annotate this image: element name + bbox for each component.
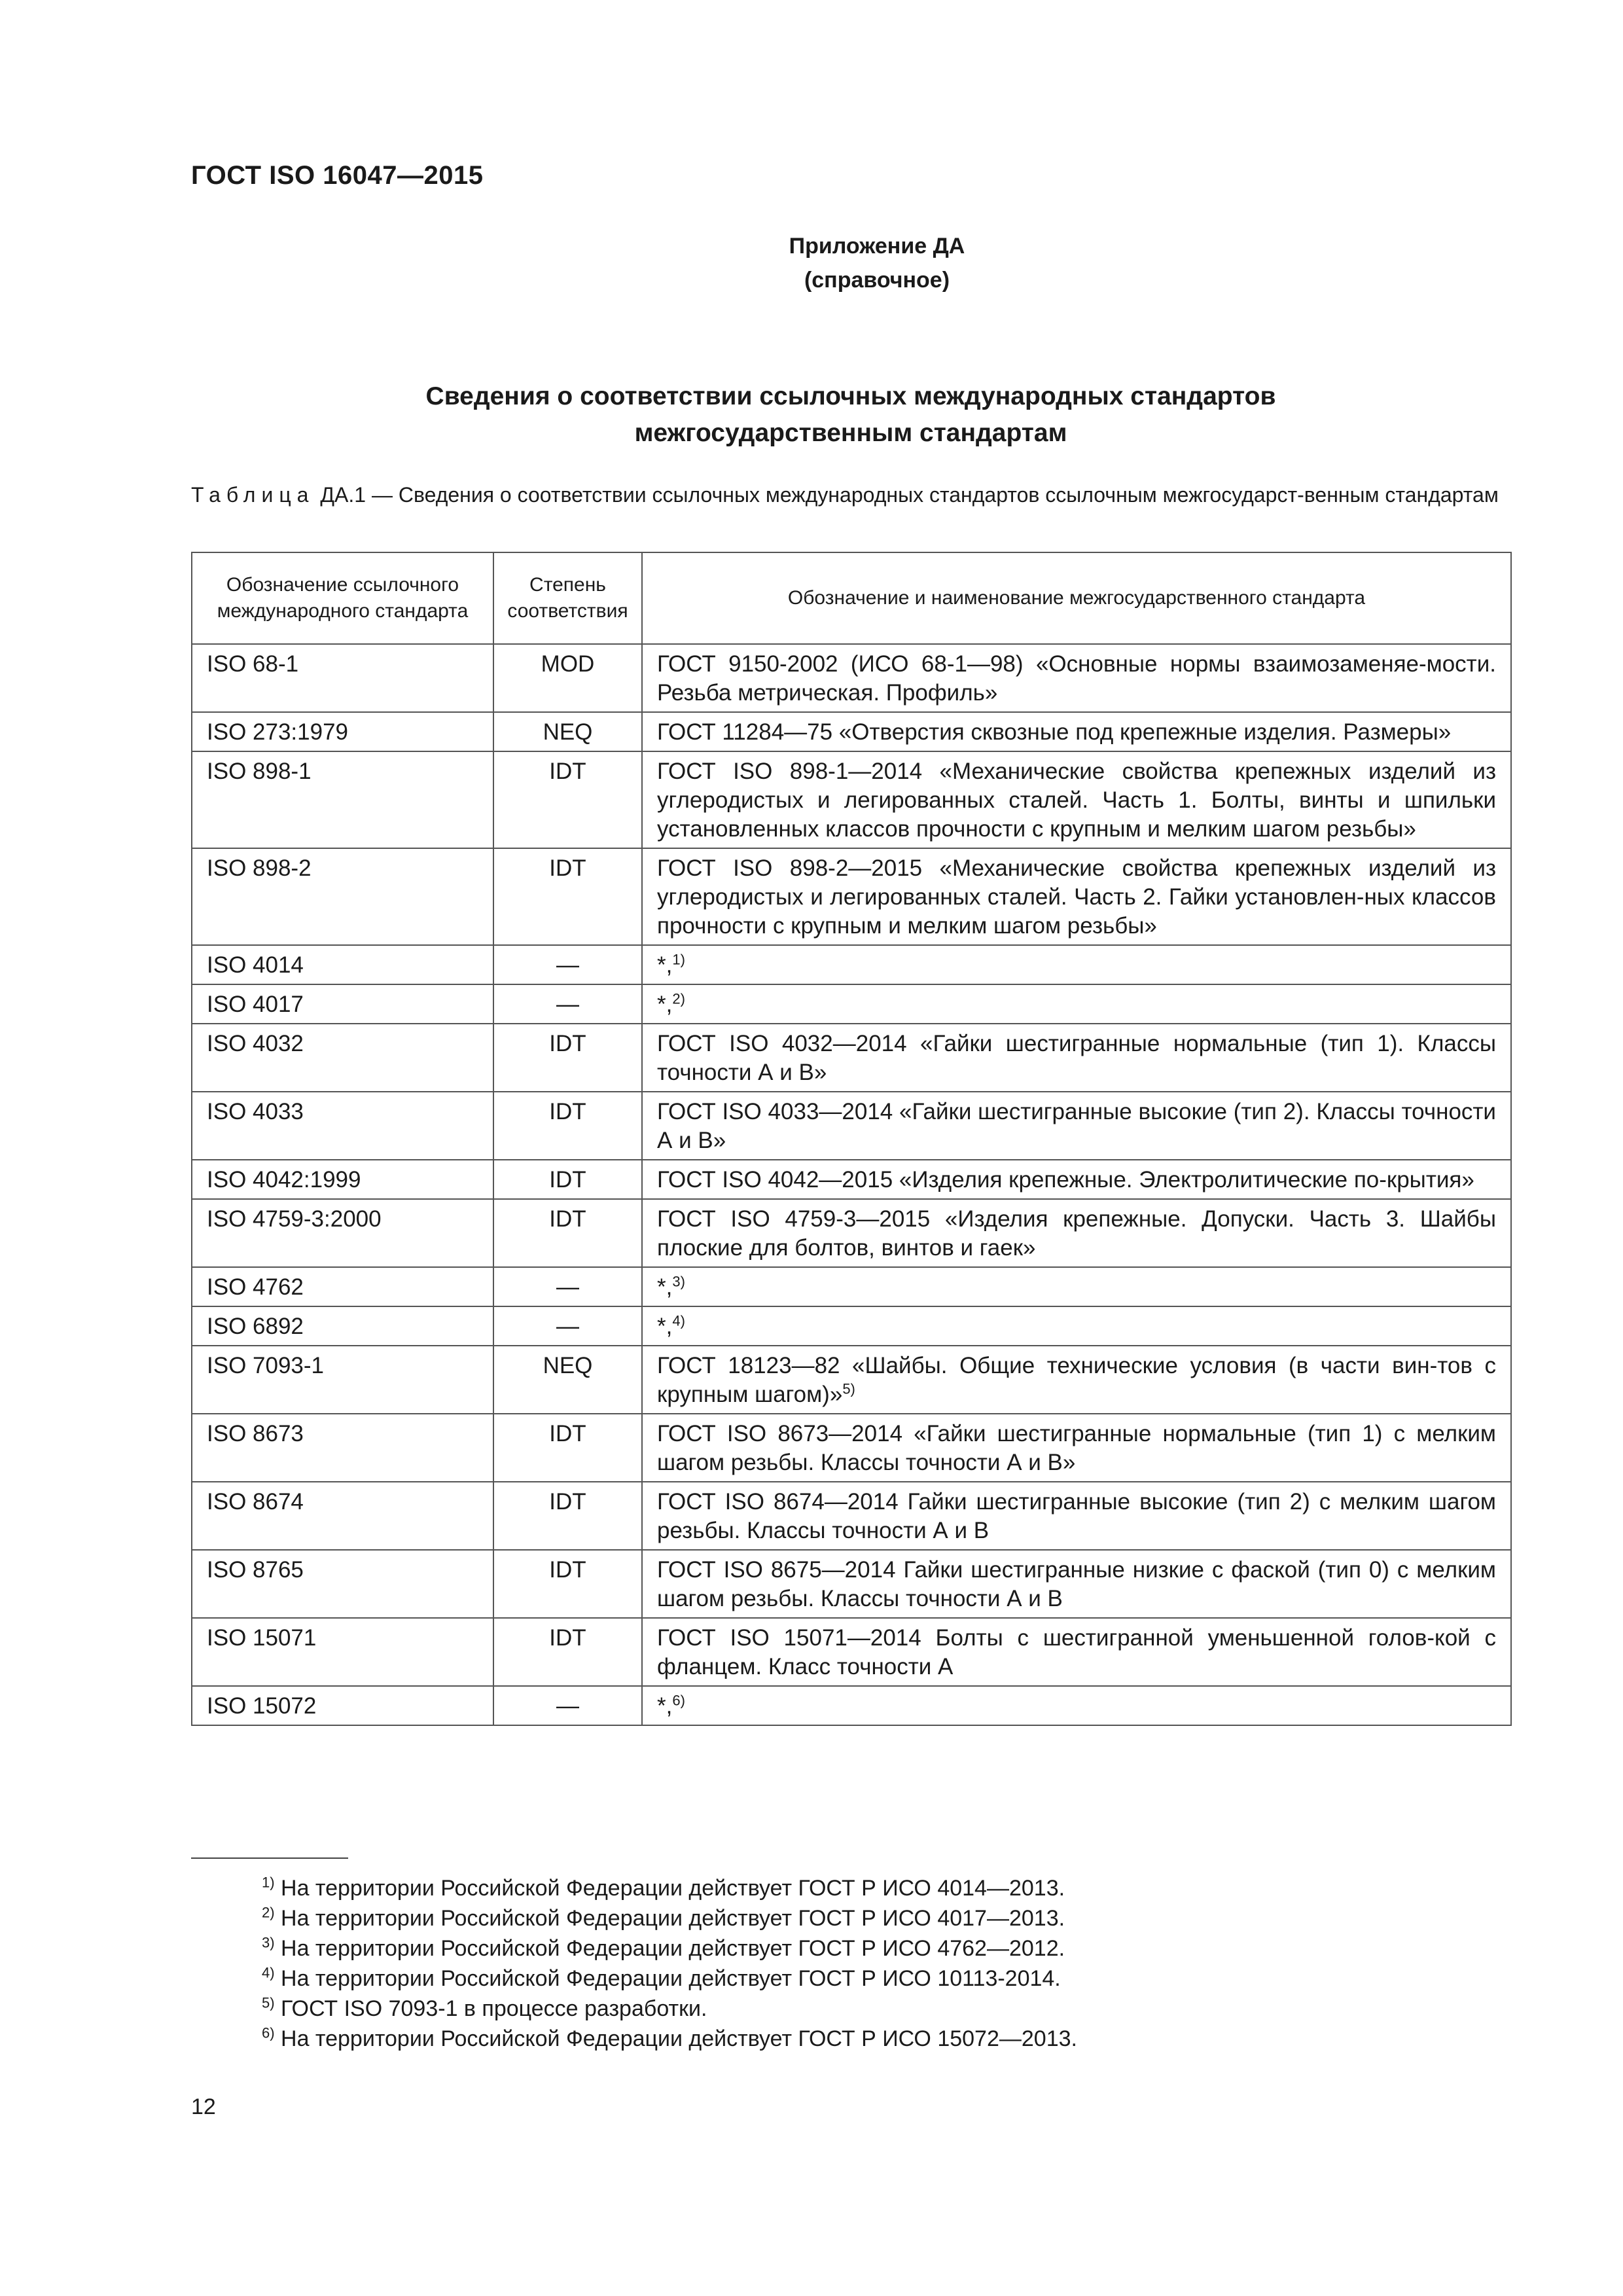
table-row (192, 1092, 1511, 1160)
cell-degree: IDT (493, 1024, 642, 1092)
table-row (192, 712, 1511, 751)
footnote-reference: 4) (672, 1312, 685, 1329)
cell-international-standard: ISO 7093-1 (192, 1346, 493, 1414)
table-row (192, 1160, 1511, 1199)
cell-international-standard: ISO 4042:1999 (192, 1160, 493, 1199)
standard-name-text: ГОСТ ISO 898-1—2014 «Механические свойства крепежных изделий из углеродистых и легированных сталей. Часть 1. Болты, винты и шпильки установленных классов прочности с крупным и мелким шагом резьбы» (657, 759, 1496, 842)
cell-interstate-standard (642, 712, 1511, 751)
standard-name-text: *, (657, 1693, 673, 1719)
cell-international-standard: ISO 4759-3:2000 (192, 1199, 493, 1267)
cell-degree: — (493, 1306, 642, 1346)
cell-international-standard: ISO 15071 (192, 1618, 493, 1686)
appendix-title: Приложение ДА (789, 234, 965, 259)
table-row (192, 1482, 1511, 1550)
header-international-standard: Обозначение ссылочного международного стандарта (192, 552, 493, 644)
cell-international-standard: ISO 4017 (192, 984, 493, 1024)
table-row (192, 644, 1511, 712)
cell-degree: IDT (493, 848, 642, 945)
cell-interstate-standard (642, 984, 1511, 1024)
cell-interstate-standard (642, 751, 1511, 848)
table-row (192, 1346, 1511, 1414)
appendix-heading (0, 229, 1623, 297)
footnote-mark: 6) (262, 2024, 275, 2041)
cell-interstate-standard (642, 1346, 1511, 1414)
cell-international-standard: ISO 15072 (192, 1686, 493, 1725)
footnote-text: На территории Российской Федерации действует ГОСТ Р ИСО 4014—2013. (274, 1876, 1065, 1901)
table-row (192, 848, 1511, 945)
cell-international-standard: ISO 4033 (192, 1092, 493, 1160)
cell-interstate-standard (642, 1482, 1511, 1550)
cell-degree: IDT (493, 1199, 642, 1267)
cell-international-standard: ISO 8765 (192, 1550, 493, 1618)
footnotes (262, 1873, 1505, 2054)
table-header-row (192, 552, 1511, 644)
cell-international-standard: ISO 4014 (192, 945, 493, 984)
standard-name-text: ГОСТ ISO 898-2—2015 «Механические свойства крепежных изделий из углеродистых и легированных сталей. Часть 2. Гайки установлен-ных классов прочности с крупным и мелким шагом резьбы» (657, 855, 1496, 939)
standard-name-text: ГОСТ ISO 4042—2015 «Изделия крепежные. Электролитические по-крытия» (657, 1167, 1474, 1193)
table-caption (191, 481, 1510, 509)
standard-name-text: *, (657, 1274, 673, 1300)
standard-name-text: ГОСТ 18123—82 «Шайбы. Общие технические условия (в части вин-тов с крупным шагом)» (657, 1353, 1496, 1407)
cell-degree: IDT (493, 1092, 642, 1160)
footnote-mark: 3) (262, 1934, 275, 1951)
standard-name-text: ГОСТ ISO 8673—2014 «Гайки шестигранные нормальные (тип 1) с мелким шагом резьбы. Классы точности А и В» (657, 1421, 1496, 1475)
footnote-item (262, 1994, 1505, 2024)
footnote-reference: 3) (672, 1273, 685, 1290)
footnote-text: ГОСТ ISO 7093-1 в процессе разработки. (274, 1996, 707, 2021)
cell-international-standard: ISO 898-1 (192, 751, 493, 848)
cell-degree: IDT (493, 1482, 642, 1550)
footnote-text: На территории Российской Федерации действует ГОСТ Р ИСО 15072—2013. (274, 2026, 1077, 2051)
cell-degree: IDT (493, 751, 642, 848)
section-title (191, 378, 1510, 452)
footnote-text: На территории Российской Федерации действует ГОСТ Р ИСО 4017—2013. (274, 1906, 1065, 1931)
section-title-line-1: Сведения о соответствии ссылочных международных стандартов (425, 382, 1276, 410)
cell-degree: NEQ (493, 712, 642, 751)
table-row (192, 984, 1511, 1024)
cell-interstate-standard (642, 1686, 1511, 1725)
header-interstate-standard: Обозначение и наименование межгосударственного стандарта (642, 552, 1511, 644)
cell-interstate-standard (642, 1267, 1511, 1306)
standard-name-text: ГОСТ ISO 4032—2014 «Гайки шестигранные нормальные (тип 1). Классы точности А и В» (657, 1031, 1496, 1085)
cell-interstate-standard (642, 1024, 1511, 1092)
cell-international-standard: ISO 8674 (192, 1482, 493, 1550)
cell-degree: — (493, 1686, 642, 1725)
cell-interstate-standard (642, 1550, 1511, 1618)
document-code-header: ГОСТ ISO 16047—2015 (191, 161, 484, 190)
cell-interstate-standard (642, 1306, 1511, 1346)
cell-degree: IDT (493, 1550, 642, 1618)
cell-interstate-standard (642, 1092, 1511, 1160)
cell-interstate-standard (642, 644, 1511, 712)
cell-degree: MOD (493, 644, 642, 712)
footnote-reference: 6) (672, 1692, 685, 1709)
cell-degree: NEQ (493, 1346, 642, 1414)
cell-international-standard: ISO 898-2 (192, 848, 493, 945)
standard-name-text: *, (657, 1314, 673, 1339)
header-degree-of-correspondence: Степень соответствия (493, 552, 642, 644)
cell-interstate-standard (642, 1160, 1511, 1199)
standard-name-text: ГОСТ 9150-2002 (ИСО 68-1—98) «Основные нормы взаимозаменяе-мости. Резьба метрическая. Профиль» (657, 651, 1496, 706)
footnote-item (262, 2024, 1505, 2054)
table-row (192, 751, 1511, 848)
table-row (192, 1024, 1511, 1092)
cell-degree: IDT (493, 1618, 642, 1686)
cell-interstate-standard (642, 1414, 1511, 1482)
standard-name-text: ГОСТ ISO 8674—2014 Гайки шестигранные высокие (тип 2) с мелким шагом резьбы. Классы точности А и В (657, 1489, 1496, 1543)
appendix-subtitle: (справочное) (804, 268, 950, 293)
table-row (192, 1550, 1511, 1618)
footnote-reference: 5) (842, 1380, 855, 1397)
cell-degree: — (493, 1267, 642, 1306)
table-row (192, 1306, 1511, 1346)
footnote-text: На территории Российской Федерации действует ГОСТ Р ИСО 4762—2012. (274, 1936, 1065, 1961)
cell-international-standard: ISO 273:1979 (192, 712, 493, 751)
cell-degree: IDT (493, 1414, 642, 1482)
cell-international-standard: ISO 8673 (192, 1414, 493, 1482)
footnote-item (262, 1933, 1505, 1964)
standard-name-text: ГОСТ ISO 4033—2014 «Гайки шестигранные высокие (тип 2). Классы точности А и В» (657, 1099, 1496, 1153)
footnote-separator (191, 1857, 348, 1859)
footnote-item (262, 1964, 1505, 1994)
table-row (192, 945, 1511, 984)
cell-international-standard: ISO 4032 (192, 1024, 493, 1092)
table-caption-text: ДА.1 — Сведения о соответствии ссылочных международных стандартов ссылочным межгосударст-венным стандартам (314, 483, 1499, 507)
footnote-mark: 1) (262, 1874, 275, 1891)
cell-degree: — (493, 945, 642, 984)
table-row (192, 1267, 1511, 1306)
footnote-reference: 2) (672, 990, 685, 1007)
standard-name-text: ГОСТ ISO 8675—2014 Гайки шестигранные низкие с фаской (тип 0) с мелким шагом резьбы. Классы точности А и В (657, 1557, 1496, 1611)
section-title-line-2: межгосударственным стандартам (634, 419, 1067, 447)
footnote-item (262, 1903, 1505, 1933)
footnote-reference: 1) (672, 951, 685, 968)
table-row (192, 1618, 1511, 1686)
cell-interstate-standard (642, 945, 1511, 984)
table-row (192, 1414, 1511, 1482)
standard-name-text: *, (657, 992, 673, 1017)
footnote-item (262, 1873, 1505, 1903)
table-row (192, 1686, 1511, 1725)
footnote-mark: 2) (262, 1904, 275, 1921)
standard-name-text: *, (657, 952, 673, 978)
table-row (192, 1199, 1511, 1267)
footnote-mark: 5) (262, 1994, 275, 2011)
cell-international-standard: ISO 4762 (192, 1267, 493, 1306)
cell-international-standard: ISO 68-1 (192, 644, 493, 712)
cell-degree: — (493, 984, 642, 1024)
cell-interstate-standard (642, 1618, 1511, 1686)
footnote-mark: 4) (262, 1964, 275, 1981)
table-caption-word: Таблица (191, 483, 315, 507)
footnote-text: На территории Российской Федерации действует ГОСТ Р ИСО 10113-2014. (274, 1966, 1061, 1991)
cell-degree: IDT (493, 1160, 642, 1199)
cell-interstate-standard (642, 1199, 1511, 1267)
standards-correspondence-table (191, 552, 1512, 1726)
cell-interstate-standard (642, 848, 1511, 945)
standard-name-text: ГОСТ ISO 4759-3—2015 «Изделия крепежные. Допуски. Часть 3. Шайбы плоские для болтов, винтов и гаек» (657, 1206, 1496, 1261)
standard-name-text: ГОСТ 11284—75 «Отверстия сквозные под крепежные изделия. Размеры» (657, 719, 1452, 745)
page-number: 12 (191, 2094, 216, 2119)
standard-name-text: ГОСТ ISO 15071—2014 Болты с шестигранной уменьшенной голов-кой с фланцем. Класс точности А (657, 1625, 1496, 1679)
cell-international-standard: ISO 6892 (192, 1306, 493, 1346)
